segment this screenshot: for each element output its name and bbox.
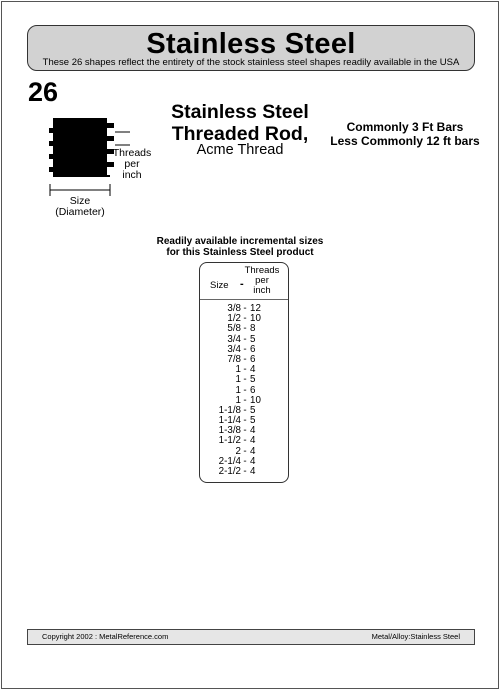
tpi-label-line: per	[124, 158, 140, 170]
tpi-value: 10	[250, 394, 261, 406]
row-separator: -	[243, 455, 247, 467]
tpi-value: 4	[250, 364, 256, 376]
row-separator: -	[243, 425, 247, 437]
product-name-line1: Stainless Steel	[171, 101, 309, 123]
size-value: 1-3/8	[218, 425, 241, 437]
sizes-intro-line: for this Stainless Steel product	[166, 247, 314, 258]
copyright-text: Copyright 2002 : MetalReference.com	[42, 632, 169, 641]
size-value: 1	[235, 374, 241, 386]
size-value: 3/4	[227, 343, 241, 355]
tpi-header-line: inch	[253, 285, 271, 296]
threads-per-inch-label	[110, 148, 154, 181]
product-name	[155, 101, 325, 145]
size-value: 1	[235, 394, 241, 406]
size-list	[200, 304, 288, 477]
row-separator: -	[243, 353, 247, 365]
row-separator: -	[243, 313, 247, 325]
tpi-value: 4	[250, 435, 256, 447]
size-value: 3/8	[227, 303, 241, 314]
size-value: 1-1/4	[218, 415, 241, 427]
length-common: Commonly 3 Ft Bars	[346, 120, 464, 134]
size-label-line: Size	[69, 195, 91, 207]
row-separator: -	[243, 404, 247, 416]
tpi-value: 4	[250, 425, 256, 437]
row-separator: -	[243, 394, 247, 406]
length-uncommon: Less Commonly 12 ft bars	[330, 134, 480, 148]
header-banner	[27, 25, 475, 71]
page-title: Stainless Steel	[146, 28, 356, 60]
size-value: 1-1/8	[218, 404, 241, 416]
tpi-value: 5	[250, 333, 256, 345]
size-diameter-label	[44, 196, 116, 218]
size-value: 1/2	[227, 313, 241, 325]
row-separator: -	[243, 445, 247, 457]
product-variant: Acme Thread	[196, 142, 284, 158]
row-separator: -	[243, 415, 247, 427]
stock-lengths	[320, 120, 490, 148]
tpi-value: 5	[250, 404, 256, 416]
row-separator: -	[243, 374, 247, 386]
footer-bar	[27, 629, 475, 645]
tpi-label-line: inch	[122, 169, 142, 181]
category-text: Metal/Alloy:Stainless Steel	[371, 632, 460, 641]
size-value: 5/8	[227, 323, 241, 335]
size-label-line: (Diameter)	[55, 206, 105, 218]
tpi-value: 4	[250, 466, 256, 477]
tpi-header-line: Threads	[244, 265, 280, 276]
tpi-column-header	[242, 266, 282, 296]
row-separator: -	[243, 323, 247, 335]
tpi-value: 10	[250, 313, 261, 325]
tpi-value: 8	[250, 323, 256, 335]
tpi-value: 4	[250, 445, 256, 457]
row-separator: -	[243, 364, 247, 376]
shape-number: 26	[28, 77, 59, 107]
size-value: 1	[235, 384, 241, 396]
tpi-value: 6	[250, 384, 256, 396]
sizes-intro-line: Readily available incremental sizes	[156, 236, 324, 247]
tpi-value: 12	[250, 303, 261, 314]
tpi-value: 4	[250, 455, 256, 467]
tpi-header-line: per	[255, 275, 269, 286]
size-value: 3/4	[227, 333, 241, 345]
row-separator: -	[243, 333, 247, 345]
tpi-value: 6	[250, 353, 256, 365]
size-value: 2-1/4	[218, 455, 241, 467]
row-separator: -	[243, 384, 247, 396]
tpi-value: 5	[250, 415, 256, 427]
size-value: 1	[235, 364, 241, 376]
size-value: 2-1/2	[218, 466, 241, 477]
size-column-header: Size	[210, 280, 229, 291]
size-value: 2	[235, 445, 241, 457]
size-table	[199, 262, 289, 483]
size-value: 7/8	[227, 353, 241, 365]
product-name-line2: Threaded Rod,	[171, 123, 309, 145]
threaded-rod-icon	[49, 118, 114, 177]
size-row	[200, 375, 288, 385]
tpi-value: 5	[250, 374, 256, 386]
row-separator: -	[243, 303, 247, 314]
row-separator: -	[243, 466, 247, 477]
tpi-value: 6	[250, 343, 256, 355]
sizes-intro	[140, 236, 340, 258]
row-separator: -	[243, 435, 247, 447]
page-subtitle: These 26 shapes reflect the entirety of the stock stainless steel shapes readily available in the USA	[42, 57, 460, 68]
tpi-label-line: Threads	[112, 147, 152, 159]
header-divider	[200, 299, 288, 300]
size-value: 1-1/2	[218, 435, 241, 447]
size-row	[200, 467, 288, 477]
row-separator: -	[243, 343, 247, 355]
column-separator: -	[240, 278, 244, 290]
